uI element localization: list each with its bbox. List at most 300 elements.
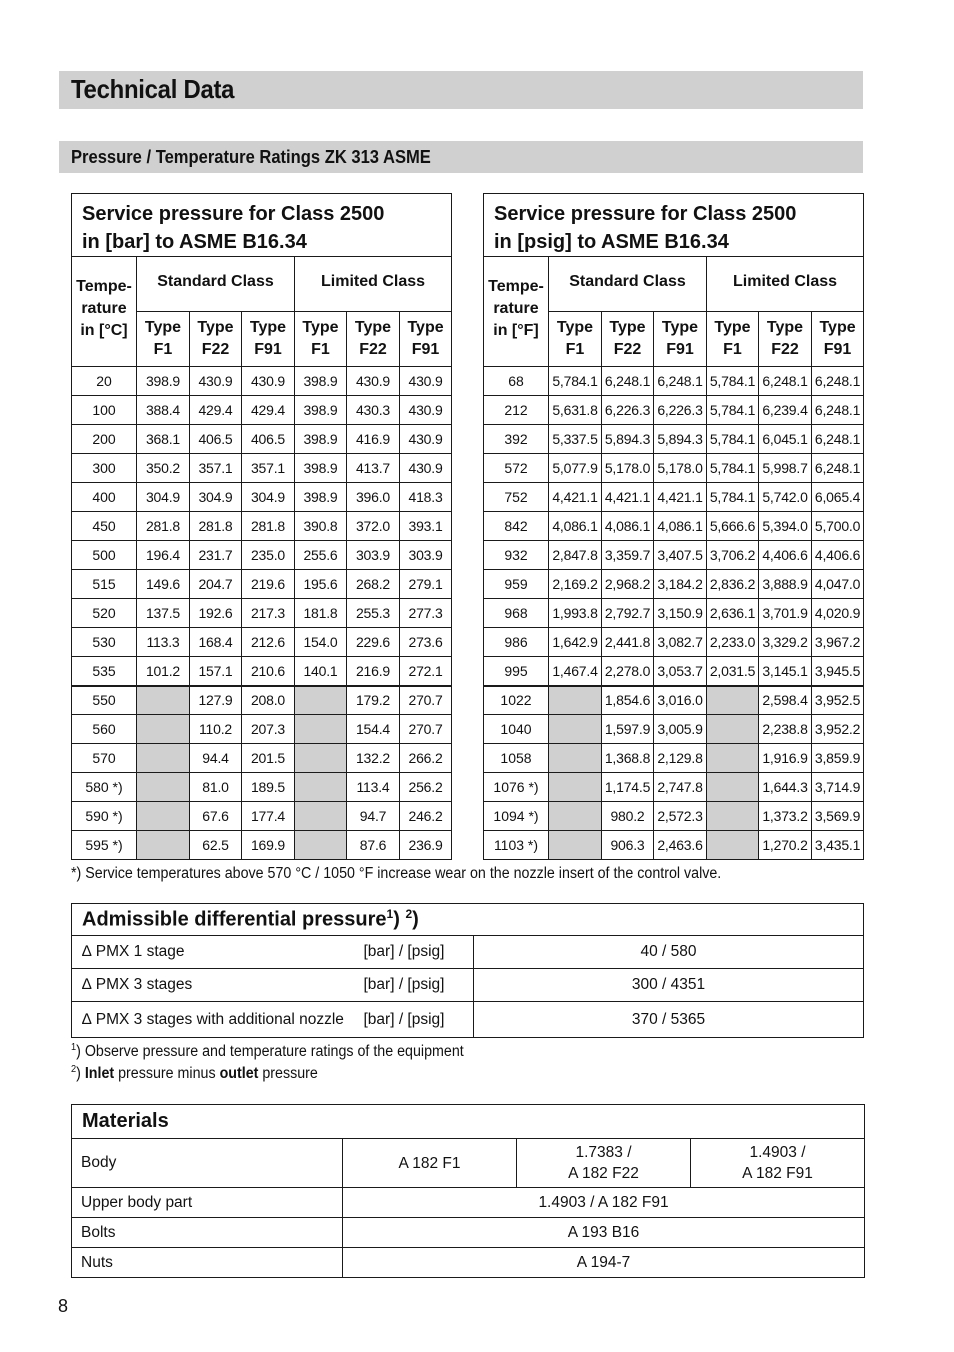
pressure-cell: 1,993.8 xyxy=(549,599,602,628)
pressure-cell: 357.1 xyxy=(242,454,295,483)
pressure-cell: 189.5 xyxy=(242,773,295,802)
pressure-cell: 6,248.1 xyxy=(812,367,864,396)
pressure-cell: 217.3 xyxy=(242,599,295,628)
pressure-cell: 2,747.8 xyxy=(654,773,707,802)
pressure-cell: 2,792.7 xyxy=(602,599,654,628)
type-header-line: Type xyxy=(661,319,699,336)
empty-cell xyxy=(549,802,602,831)
pressure-cell: 137.5 xyxy=(137,599,190,628)
temp-header-line1: Tempe- xyxy=(76,277,132,295)
temperature-cell: 560 xyxy=(72,715,137,744)
table-row xyxy=(72,657,452,686)
empty-cell xyxy=(295,802,347,831)
type-header xyxy=(400,312,452,367)
table-row xyxy=(484,744,864,773)
pressure-cell: 3,184.2 xyxy=(654,570,707,599)
table-row xyxy=(484,396,864,425)
pressure-cell: 2,169.2 xyxy=(549,570,602,599)
type-header xyxy=(759,312,812,367)
pressure-cell: 113.4 xyxy=(347,773,400,802)
pressure-cell: 67.6 xyxy=(190,802,242,831)
pressure-cell: 270.7 xyxy=(400,715,452,744)
type-header-line: Type xyxy=(609,319,646,336)
pressure-cell: 1,916.9 xyxy=(759,744,812,773)
pressure-cell: 2,238.8 xyxy=(759,715,812,744)
temperature-cell: 515 xyxy=(72,570,137,599)
type-header-line: F22 xyxy=(201,341,230,358)
pressure-cell: 94.4 xyxy=(190,744,242,773)
caption-paren: ) xyxy=(393,908,406,931)
pressure-cell: 4,047.0 xyxy=(812,570,864,599)
table-row xyxy=(72,599,452,628)
empty-cell xyxy=(707,802,759,831)
footnote-ref-1: 1 xyxy=(386,907,394,922)
pressure-cell: 2,129.8 xyxy=(654,744,707,773)
pressure-cell: 3,435.1 xyxy=(812,831,864,860)
footnote-2-end: pressure xyxy=(258,1065,318,1083)
empty-cell xyxy=(137,715,190,744)
pressure-cell: 350.2 xyxy=(137,454,190,483)
empty-cell xyxy=(295,773,347,802)
pressure-cell: 201.5 xyxy=(242,744,295,773)
pressure-cell: 6,248.1 xyxy=(602,367,654,396)
pressure-cell: 3,952.2 xyxy=(812,715,864,744)
pressure-cell: 2,636.1 xyxy=(707,599,759,628)
temperature-cell: 530 xyxy=(72,628,137,657)
pressure-cell: 5,784.1 xyxy=(549,367,602,396)
pressure-cell: 5,784.1 xyxy=(707,425,759,454)
type-header xyxy=(137,312,190,367)
table-row xyxy=(484,802,864,831)
type-header-line: F1 xyxy=(311,341,330,358)
pressure-cell: 5,178.0 xyxy=(654,454,707,483)
temperature-cell: 450 xyxy=(72,512,137,541)
standard-class-header: Standard Class xyxy=(137,257,295,312)
materials-table xyxy=(71,1104,865,1278)
empty-cell xyxy=(137,773,190,802)
pressure-cell: 3,714.9 xyxy=(812,773,864,802)
upper-body-label: Upper body part xyxy=(72,1188,343,1218)
table-row xyxy=(484,425,864,454)
pressure-cell: 6,248.1 xyxy=(812,425,864,454)
type-header-line: Type xyxy=(197,319,234,336)
pressure-cell: 430.9 xyxy=(400,425,452,454)
temperature-cell: 300 xyxy=(72,454,137,483)
temperature-cell: 520 xyxy=(72,599,137,628)
pressure-cell: 6,248.1 xyxy=(759,367,812,396)
temperature-cell: 590 *) xyxy=(72,802,137,831)
pressure-cell: 6,045.1 xyxy=(759,425,812,454)
pressure-cell: 2,847.8 xyxy=(549,541,602,570)
pressure-cell: 4,421.1 xyxy=(549,483,602,512)
type-header-line: F91 xyxy=(254,341,282,358)
temperature-cell: 842 xyxy=(484,512,549,541)
pressure-cell: 406.5 xyxy=(190,425,242,454)
pressure-cell: 81.0 xyxy=(190,773,242,802)
body-f22-line2: A 182 F22 xyxy=(568,1165,639,1182)
pressure-cell: 246.2 xyxy=(400,802,452,831)
pressure-cell: 429.4 xyxy=(242,396,295,425)
table-row xyxy=(72,425,452,454)
empty-cell xyxy=(707,715,759,744)
pressure-cell: 4,086.1 xyxy=(549,512,602,541)
type-header xyxy=(242,312,295,367)
differential-caption xyxy=(72,904,864,936)
temperature-cell: 986 xyxy=(484,628,549,657)
footnote-1 xyxy=(71,1042,464,1061)
pressure-cell: 2,233.0 xyxy=(707,628,759,657)
pressure-cell: 110.2 xyxy=(190,715,242,744)
pmx-label: ∆ PMX 3 stages xyxy=(72,969,364,1002)
pressure-cell: 398.9 xyxy=(295,425,347,454)
pressure-cell: 1,368.8 xyxy=(602,744,654,773)
type-header-line: F91 xyxy=(666,341,694,358)
pressure-cell: 229.6 xyxy=(347,628,400,657)
pressure-cell: 5,784.1 xyxy=(707,367,759,396)
nuts-value: A 194-7 xyxy=(343,1248,865,1278)
pressure-cell: 1,644.3 xyxy=(759,773,812,802)
pressure-cell: 4,421.1 xyxy=(654,483,707,512)
temperature-cell: 580 *) xyxy=(72,773,137,802)
table-row xyxy=(72,773,452,802)
bar-caption-line1: Service pressure for Class 2500 xyxy=(82,203,385,225)
pressure-cell: 6,248.1 xyxy=(812,454,864,483)
pressure-cell: 5,631.8 xyxy=(549,396,602,425)
pressure-cell: 413.7 xyxy=(347,454,400,483)
pressure-cell: 154.4 xyxy=(347,715,400,744)
pressure-cell: 62.5 xyxy=(190,831,242,860)
pressure-cell: 5,666.6 xyxy=(707,512,759,541)
temperature-cell: 752 xyxy=(484,483,549,512)
pressure-cell: 4,086.1 xyxy=(602,512,654,541)
temperature-cell: 1094 *) xyxy=(484,802,549,831)
pressure-cell: 192.6 xyxy=(190,599,242,628)
table-row xyxy=(72,367,452,396)
table-row xyxy=(484,773,864,802)
type-header xyxy=(812,312,864,367)
pressure-cell: 279.1 xyxy=(400,570,452,599)
pressure-cell: 113.3 xyxy=(137,628,190,657)
pressure-cell: 6,239.4 xyxy=(759,396,812,425)
pressure-cell: 281.8 xyxy=(137,512,190,541)
page-number: 8 xyxy=(58,1296,69,1316)
pressure-cell: 430.9 xyxy=(400,396,452,425)
pressure-cell: 303.9 xyxy=(400,541,452,570)
pressure-cell: 219.6 xyxy=(242,570,295,599)
empty-cell xyxy=(707,831,759,860)
pressure-cell: 4,421.1 xyxy=(602,483,654,512)
footnote-2-outlet: outlet xyxy=(219,1065,259,1083)
table-row xyxy=(72,628,452,657)
section-title: Pressure / Temperature Ratings ZK 313 ASME xyxy=(71,147,431,167)
pressure-cell: 208.0 xyxy=(242,686,295,715)
empty-cell xyxy=(549,744,602,773)
pressure-cell: 204.7 xyxy=(190,570,242,599)
pressure-cell: 3,945.5 xyxy=(812,657,864,686)
type-header-line: Type xyxy=(354,319,392,336)
pressure-cell: 372.0 xyxy=(347,512,400,541)
pressure-cell: 5,894.3 xyxy=(654,425,707,454)
pressure-cell: 304.9 xyxy=(137,483,190,512)
differential-pressure-table xyxy=(71,903,864,1038)
type-header-line: Type xyxy=(302,319,339,336)
pressure-cell: 396.0 xyxy=(347,483,400,512)
pressure-cell: 5,394.0 xyxy=(759,512,812,541)
empty-cell xyxy=(295,744,347,773)
table-row xyxy=(484,454,864,483)
empty-cell xyxy=(549,715,602,744)
table-row xyxy=(72,512,452,541)
temperature-cell: 995 xyxy=(484,657,549,686)
temperature-cell: 932 xyxy=(484,541,549,570)
pressure-cell: 2,836.2 xyxy=(707,570,759,599)
pressure-cell: 398.9 xyxy=(137,367,190,396)
temperature-cell: 400 xyxy=(72,483,137,512)
pressure-cell: 2,278.0 xyxy=(602,657,654,686)
pmx-value: 300 / 4351 xyxy=(474,969,864,1002)
pressure-cell: 1,854.6 xyxy=(602,686,654,715)
temp-header-line2: rature xyxy=(81,299,127,317)
pressure-cell: 303.9 xyxy=(347,541,400,570)
pressure-cell: 1,174.5 xyxy=(602,773,654,802)
temperature-cell: 959 xyxy=(484,570,549,599)
type-header-line: Type xyxy=(714,319,751,336)
temp-header-line1: Tempe- xyxy=(488,277,544,295)
footnote-2-mark: 2 xyxy=(71,1064,77,1075)
pressure-cell: 6,226.3 xyxy=(602,396,654,425)
table-row xyxy=(72,715,452,744)
table-row xyxy=(484,715,864,744)
empty-cell xyxy=(707,686,759,715)
pressure-cell: 127.9 xyxy=(190,686,242,715)
type-header-line: F22 xyxy=(771,341,799,358)
pressure-cell: 101.2 xyxy=(137,657,190,686)
caption-paren-end: ) xyxy=(412,908,419,931)
pressure-cell: 398.9 xyxy=(295,396,347,425)
pressure-cell: 3,706.2 xyxy=(707,541,759,570)
pressure-cell: 4,020.9 xyxy=(812,599,864,628)
table-row xyxy=(484,628,864,657)
psig-table-caption xyxy=(484,194,864,257)
pressure-cell: 281.8 xyxy=(242,512,295,541)
table-row xyxy=(72,802,452,831)
type-header-line: Type xyxy=(407,319,444,336)
pressure-cell: 430.9 xyxy=(400,367,452,396)
type-header xyxy=(602,312,654,367)
pressure-cell: 3,952.5 xyxy=(812,686,864,715)
pressure-cell: 207.3 xyxy=(242,715,295,744)
pmx-label: ∆ PMX 3 stages with additional nozzle xyxy=(72,1002,364,1038)
temperature-cell: 572 xyxy=(484,454,549,483)
type-header xyxy=(654,312,707,367)
pressure-cell: 3,329.2 xyxy=(759,628,812,657)
body-f91 xyxy=(691,1139,865,1188)
empty-cell xyxy=(137,744,190,773)
pressure-cell: 1,467.4 xyxy=(549,657,602,686)
pressure-cell: 168.4 xyxy=(190,628,242,657)
pressure-cell: 169.9 xyxy=(242,831,295,860)
pressure-cell: 3,016.0 xyxy=(654,686,707,715)
pressure-cell: 304.9 xyxy=(242,483,295,512)
footnote-2 xyxy=(71,1064,318,1083)
temperature-cell: 595 *) xyxy=(72,831,137,860)
pressure-cell: 429.4 xyxy=(190,396,242,425)
body-f91-line1: 1.4903 / xyxy=(749,1144,806,1161)
pressure-cell: 2,598.4 xyxy=(759,686,812,715)
bar-table-caption xyxy=(72,194,452,257)
section-title-bar xyxy=(59,141,863,173)
empty-cell xyxy=(549,686,602,715)
type-header-line: F22 xyxy=(359,341,387,358)
table-row xyxy=(72,831,452,860)
table-row xyxy=(484,512,864,541)
standard-class-header: Standard Class xyxy=(549,257,707,312)
pressure-cell: 406.5 xyxy=(242,425,295,454)
pmx-value: 370 / 5365 xyxy=(474,1002,864,1038)
footnote-2-inlet: Inlet xyxy=(84,1065,115,1083)
temp-header-line2: rature xyxy=(493,299,539,317)
pressure-cell: 1,642.9 xyxy=(549,628,602,657)
type-header-line: F22 xyxy=(613,341,642,358)
empty-cell xyxy=(137,686,190,715)
pressure-cell: 5,077.9 xyxy=(549,454,602,483)
pressure-cell: 157.1 xyxy=(190,657,242,686)
type-header xyxy=(190,312,242,367)
pressure-cell: 2,968.2 xyxy=(602,570,654,599)
pressure-cell: 3,005.9 xyxy=(654,715,707,744)
type-header-line: F1 xyxy=(723,341,742,358)
pmx-value: 40 / 580 xyxy=(474,936,864,969)
temperature-cell: 200 xyxy=(72,425,137,454)
pressure-cell: 368.1 xyxy=(137,425,190,454)
pressure-cell: 216.9 xyxy=(347,657,400,686)
type-header-line: F91 xyxy=(823,341,852,358)
table-row xyxy=(72,483,452,512)
pressure-cell: 132.2 xyxy=(347,744,400,773)
footnote-1-mark: 1 xyxy=(71,1042,77,1053)
table-row xyxy=(484,831,864,860)
pressure-cell: 195.6 xyxy=(295,570,347,599)
pressure-cell: 906.3 xyxy=(602,831,654,860)
materials-caption: Materials xyxy=(72,1105,865,1139)
table-row xyxy=(72,570,452,599)
pressure-cell: 430.9 xyxy=(190,367,242,396)
body-label: Body xyxy=(72,1139,343,1188)
type-header-line: F1 xyxy=(565,341,585,358)
type-header-line: F1 xyxy=(153,341,173,358)
limited-class-header: Limited Class xyxy=(707,257,864,312)
nuts-label: Nuts xyxy=(72,1248,343,1278)
pressure-cell: 416.9 xyxy=(347,425,400,454)
pressure-cell: 281.8 xyxy=(190,512,242,541)
pressure-cell: 4,086.1 xyxy=(654,512,707,541)
pressure-cell: 179.2 xyxy=(347,686,400,715)
type-header xyxy=(707,312,759,367)
empty-cell xyxy=(549,831,602,860)
table-row xyxy=(484,599,864,628)
table-row xyxy=(72,396,452,425)
body-f91-line2: A 182 F91 xyxy=(742,1165,813,1182)
pressure-cell: 390.8 xyxy=(295,512,347,541)
pmx-label: ∆ PMX 1 stage xyxy=(72,936,364,969)
pressure-cell: 398.9 xyxy=(295,454,347,483)
bar-caption-line2: in [bar] to ASME B16.34 xyxy=(82,231,307,253)
table-row xyxy=(484,657,864,686)
pressure-cell: 4,406.6 xyxy=(759,541,812,570)
pressure-cell: 418.3 xyxy=(400,483,452,512)
psig-caption-line1: Service pressure for Class 2500 xyxy=(494,203,797,225)
pressure-cell: 5,894.3 xyxy=(602,425,654,454)
table-row xyxy=(72,686,452,715)
pressure-cell: 196.4 xyxy=(137,541,190,570)
pressure-cell: 236.9 xyxy=(400,831,452,860)
pressure-cell: 304.9 xyxy=(190,483,242,512)
differential-caption-text: Admissible differential pressure xyxy=(82,908,387,931)
upper-body-value: 1.4903 / A 182 F91 xyxy=(343,1188,865,1218)
temperature-header xyxy=(72,257,137,367)
main-title-bar xyxy=(59,71,863,109)
empty-cell xyxy=(707,773,759,802)
limited-class-header: Limited Class xyxy=(295,257,452,312)
pressure-cell: 3,150.9 xyxy=(654,599,707,628)
pressure-cell: 3,569.9 xyxy=(812,802,864,831)
temperature-cell: 550 xyxy=(72,686,137,715)
table-row xyxy=(484,541,864,570)
pressure-cell: 1,597.9 xyxy=(602,715,654,744)
body-f22 xyxy=(517,1139,691,1188)
empty-cell xyxy=(295,686,347,715)
pressure-cell: 256.2 xyxy=(400,773,452,802)
type-header-line: Type xyxy=(556,319,594,336)
pressure-cell: 3,859.9 xyxy=(812,744,864,773)
pressure-cell: 1,270.2 xyxy=(759,831,812,860)
psig-pressure-table xyxy=(483,193,864,860)
empty-cell xyxy=(137,831,190,860)
empty-cell xyxy=(707,744,759,773)
footnote-ref-2: 2 xyxy=(405,907,413,922)
type-header-line: F91 xyxy=(411,341,440,358)
pressure-cell: 3,967.2 xyxy=(812,628,864,657)
table-row xyxy=(484,686,864,715)
pressure-cell: 393.1 xyxy=(400,512,452,541)
bolts-value: A 193 B16 xyxy=(343,1218,865,1248)
temperature-cell: 1076 *) xyxy=(484,773,549,802)
table-row xyxy=(72,541,452,570)
pressure-cell: 87.6 xyxy=(347,831,400,860)
temperature-cell: 570 xyxy=(72,744,137,773)
body-f1: A 182 F1 xyxy=(343,1139,517,1188)
bar-pressure-table xyxy=(71,193,452,860)
pressure-cell: 357.1 xyxy=(190,454,242,483)
empty-cell xyxy=(137,802,190,831)
temperature-cell: 1022 xyxy=(484,686,549,715)
pressure-cell: 212.6 xyxy=(242,628,295,657)
table-row xyxy=(484,570,864,599)
temp-header-line3: in [°F] xyxy=(493,321,539,339)
pressure-cell: 6,226.3 xyxy=(654,396,707,425)
body-f22-line1: 1.7383 / xyxy=(575,1144,632,1161)
table-row xyxy=(72,454,452,483)
pmx-unit: [bar] / [psig] xyxy=(364,1002,474,1038)
table-row xyxy=(72,744,452,773)
pressure-cell: 6,248.1 xyxy=(654,367,707,396)
pressure-cell: 980.2 xyxy=(602,802,654,831)
pressure-cell: 210.6 xyxy=(242,657,295,686)
pmx-unit: [bar] / [psig] xyxy=(364,969,474,1002)
temperature-footnote: *) Service temperatures above 570 °C / 1050 °F increase wear on the nozzle insert of the control valve. xyxy=(71,865,722,882)
temperature-cell: 392 xyxy=(484,425,549,454)
empty-cell xyxy=(295,715,347,744)
